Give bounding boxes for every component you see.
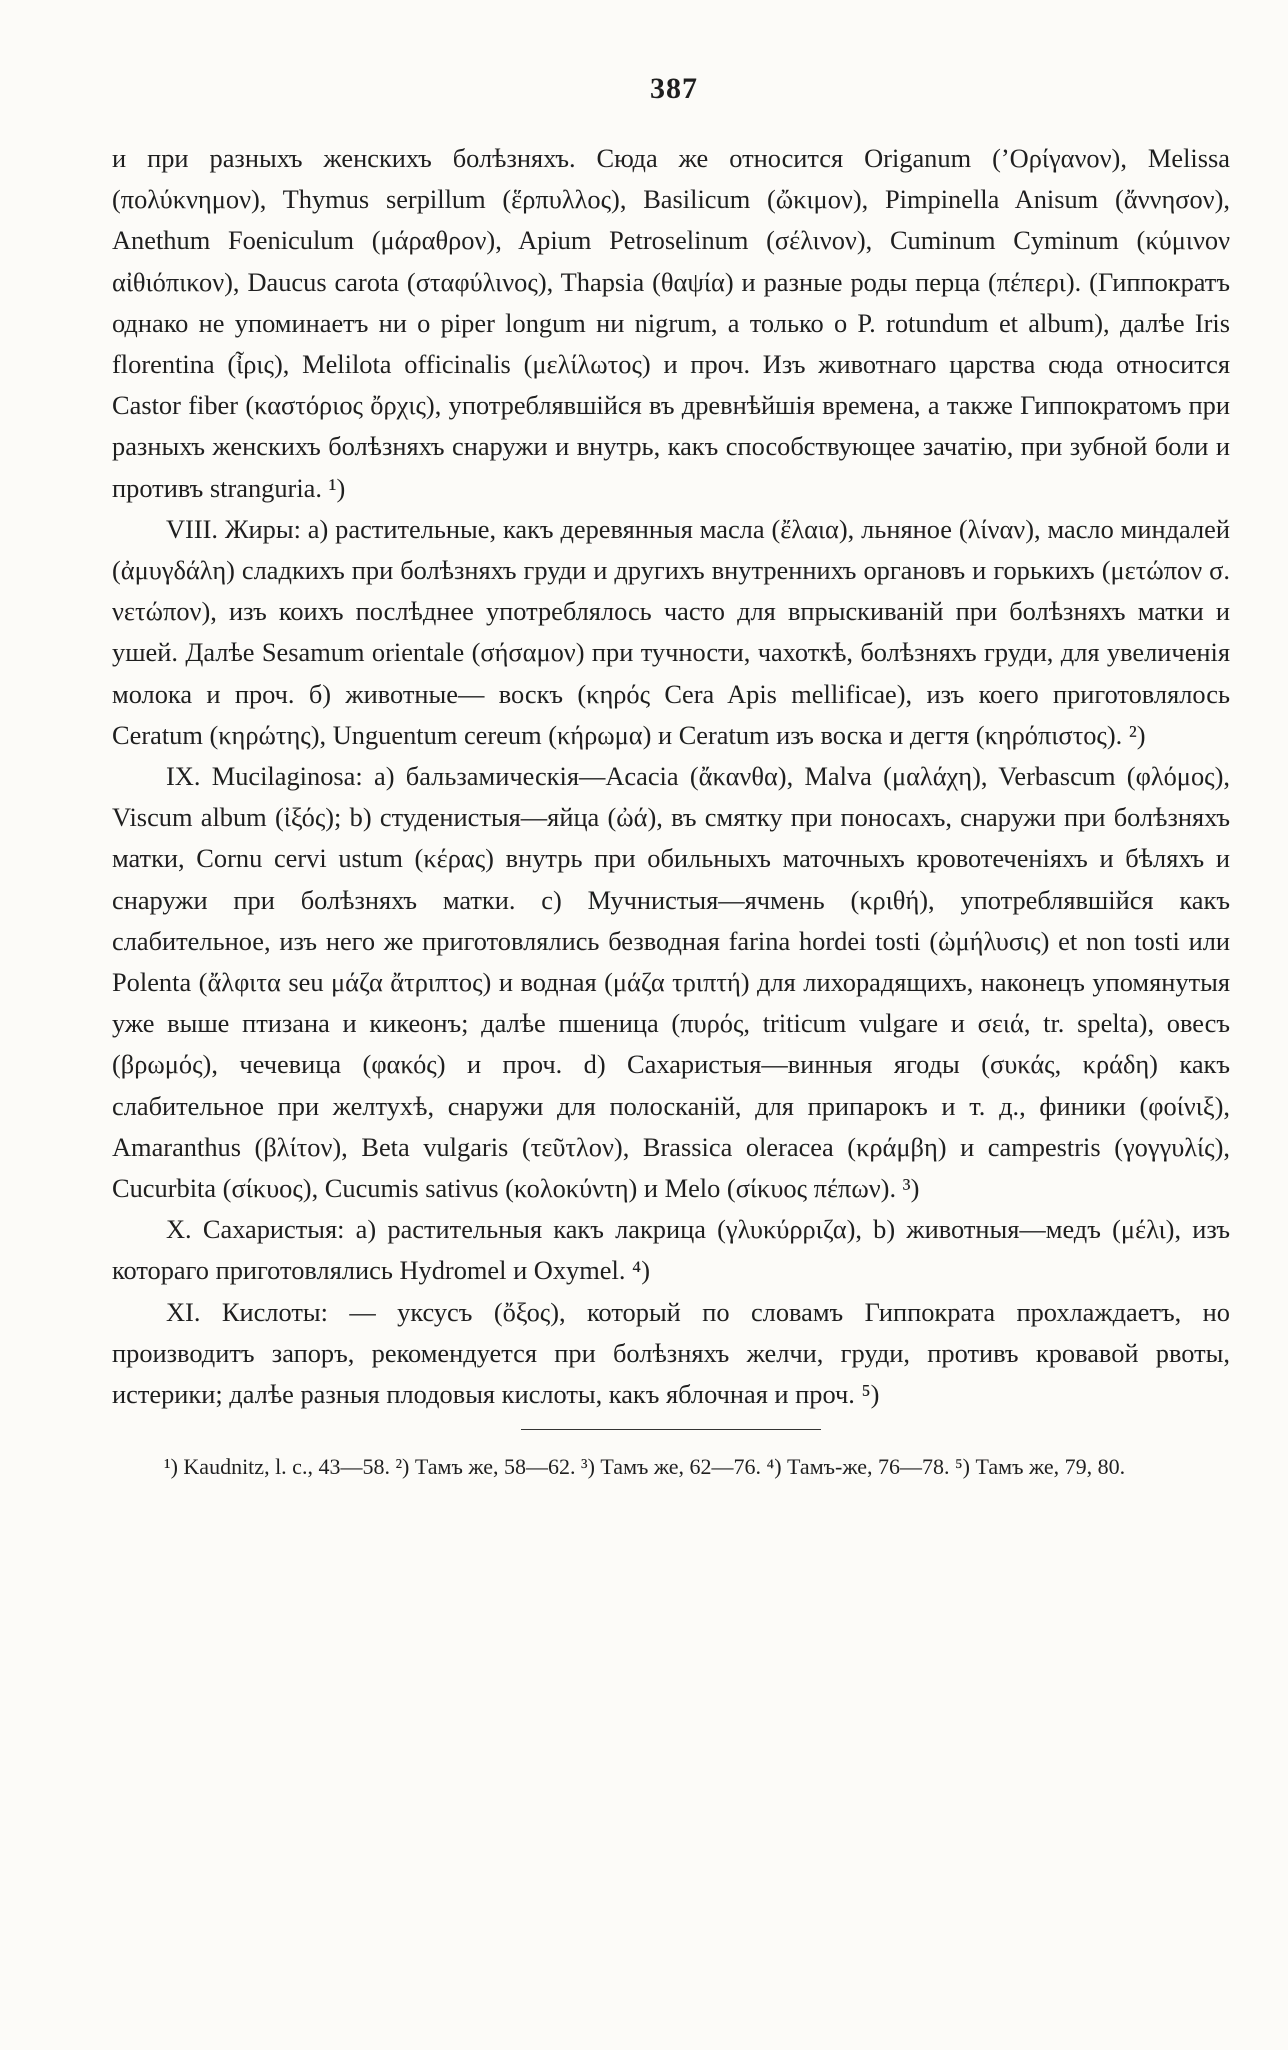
paragraph-continuation: и при разныхъ женскихъ болѣзняхъ. Сюда же относится Origanum (’Ορίγανον), Melissa (πολύκνημον), Thymus serpillum (ἕρπυλλος), Basilicum (ὤκιμον), Pimpinella Anisum (ἄννησον), Anethum Foeniculum (μάραθρον), Apium Petroselinum (σέλινον), Cuminum Cyminum (κύμινον αἰθιόπικον), Daucus carota (σταφύλινος), Thapsia (θαψία) и разные роды перца (πέπερι). (Гиппократъ однако не упоминаетъ ни о piper longum ни nigrum, а только о P. rotundum et album), далѣе Iris florentina (ἶρις), Melilota officinalis (μελίλωτος) и проч. Изъ животнаго царства сюда относится Castor fiber (καστόριος ὄρχις), употреблявшійся въ древнѣйшія времена, а также Гиппократомъ при разныхъ женскихъ болѣзняхъ снаружи и внутрь, какъ способствующее зачатію, при зубной боли и противъ stranguria. ¹) [112, 143, 1230, 503]
paragraph-mucilaginosa: IX. Mucilaginosa: a) бальзамическія—Acacia (ἄκανθα), Malva (μαλάχη), Verbascum (φλόμος), Viscum album (ἰξός); b) студенистыя—яйца (ὠά), въ смятку при поносахъ, снаружи при болѣзняхъ матки, Cornu cervi ustum (κέρας) внутрь при обильныхъ маточныхъ кровотеченіяхъ и бѣляхъ и снаружи при болѣзняхъ матки. c) Мучнистыя—ячмень (κριθή), употреблявшійся какъ слабительное, изъ него же приготовлялись безводная farina hordei tosti (ὠμήλυσις) et non tosti или Polenta (ἄλφιτα seu μάζα ἄτριπτος) и водная (μάζα τριπτή) для лихорадящихъ, наконецъ упомянутыя уже выше птизана и кикеонъ; далѣе пшеница (πυρός, triticum vulgare и σειά, tr. spelta), овесъ (βρωμός), чечевица (φακός) и проч. d) Сахаристыя—винныя ягоды (συκάς, κράδη) какъ слабительное при желтухѣ, снаружи для полосканій, для припарокъ и т. д., финики (φοίνιξ), Amaranthus (βλίτον), Beta vulgaris (τεῦτλον), Brassica oleracea (κράμβη) и campestris (γογγυλίς), Cucurbita (σίκυος), Cucumis sativus (κολοκύντη) и Melo (σίκυος πέπων). ³) [112, 761, 1230, 1204]
paragraph-acids: XI. Кислоты: — уксусъ (ὄξος), который по словамъ Гиппократа прохлаждаетъ, но производитъ запоръ, рекомендуется при болѣзняхъ желчи, груди, противъ кровавой рвоты, истерики; далѣе разныя плодовыя кислоты, какъ яблочная и проч. ⁵) [112, 1296, 1230, 1410]
paragraph-fats: VIII. Жиры: a) растительные, какъ деревянныя масла (ἔλαια), льняное (λίναν), масло миндалей (ἀμυγδάλη) сладкихъ при болѣзняхъ груди и другихъ внутреннихъ органовъ и горькихъ (μετώπον σ. νετώπον), изъ коихъ послѣднее употреблялось часто для впрыскиваній при болѣзняхъ матки и ушей. Далѣе Sesamum orientale (σήσαμον) при тучности, чахоткѣ, болѣзняхъ груди, для увеличенія молока и проч. б) животные— воскъ (κηρός Cera Apis mellificae), изъ коего приготовлялось Ceratum (κηρώτης), Unguentum cereum (κήρωμα) и Ceratum изъ воска и дегтя (κηρόπιστος). ²) [112, 513, 1230, 750]
page-number: 387 [650, 72, 698, 105]
footnotes: ¹) Kaudnitz, l. c., 43—58. ²) Тамъ же, 58—62. ³) Тамъ же, 62—76. ⁴) Тамъ-же, 76—78. ⁵) Тамъ же, 79, 80. [164, 1454, 1126, 1480]
footnote-divider [521, 1429, 821, 1430]
page-body [112, 138, 1230, 1486]
paragraph-saccharine: X. Сахаристыя: a) растительныя какъ лакрица (γλυκύρριζα), b) животныя—медъ (μέλι), изъ котораго приготовлялись Hydromel и Oxymel. ⁴) [112, 1214, 1230, 1286]
